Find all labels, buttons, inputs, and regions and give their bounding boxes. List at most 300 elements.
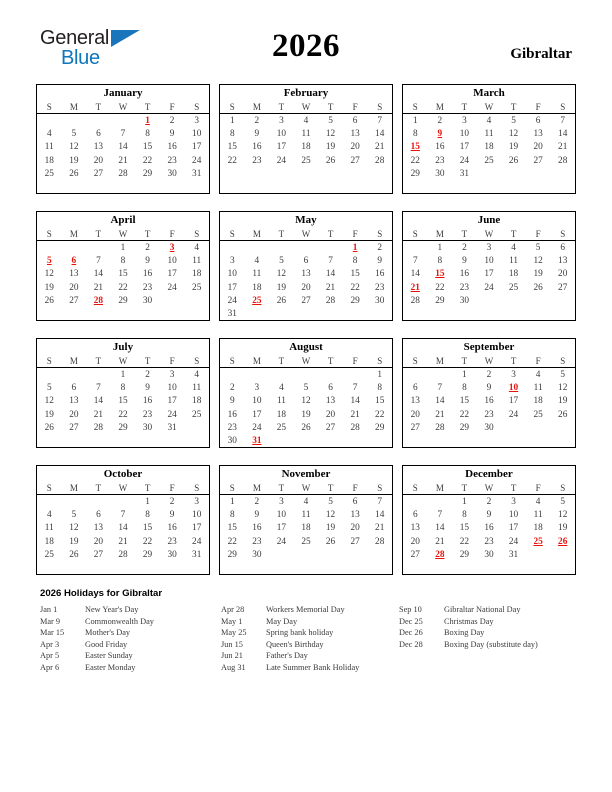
day-cell-empty xyxy=(428,369,453,382)
day-cell: 17 xyxy=(276,523,287,534)
weekday-label: M xyxy=(435,483,444,493)
day-cell: 22 xyxy=(227,155,237,166)
day-cell-holiday: 25 xyxy=(533,536,543,547)
day-cell-holiday: 26 xyxy=(558,536,568,547)
day-cell: 9 xyxy=(254,129,260,140)
day-cell: 12 xyxy=(69,523,79,534)
day-cell: 9 xyxy=(229,396,235,407)
day-cell: 23 xyxy=(375,282,385,293)
day-cell: 22 xyxy=(142,155,153,166)
month-title: August xyxy=(289,341,323,353)
day-cell: 7 xyxy=(328,256,333,267)
day-cell: 13 xyxy=(93,523,104,534)
day-cell: 20 xyxy=(350,142,360,153)
day-cell: 23 xyxy=(142,282,153,293)
day-cell: 13 xyxy=(410,523,420,534)
day-cell-empty xyxy=(111,496,136,509)
weekday-label: T xyxy=(327,229,334,239)
day-cell: 11 xyxy=(192,383,202,394)
day-cell: 25 xyxy=(301,155,311,166)
day-cell: 3 xyxy=(279,116,284,126)
day-cell: 1 xyxy=(145,497,150,507)
day-cell: 13 xyxy=(558,256,568,267)
day-cell: 20 xyxy=(558,269,568,280)
day-cell: 26 xyxy=(533,282,543,293)
day-cell: 28 xyxy=(375,155,385,166)
day-cell: 7 xyxy=(352,383,358,394)
day-cell: 23 xyxy=(484,409,494,420)
day-cell: 12 xyxy=(508,129,519,140)
day-cell: 17 xyxy=(192,523,202,534)
day-cell: 3 xyxy=(279,497,284,507)
day-cell: 10 xyxy=(167,383,177,394)
holiday-name: Commonwealth Day xyxy=(85,616,154,626)
day-cell: 22 xyxy=(375,409,385,420)
day-cell: 2 xyxy=(145,243,150,253)
day-cell: 16 xyxy=(435,142,445,153)
day-cell-holiday: 5 xyxy=(46,256,52,267)
day-cell: 23 xyxy=(459,282,470,293)
days-grid xyxy=(220,368,392,448)
weekday-label: F xyxy=(535,483,541,493)
weekday-label: T xyxy=(461,356,468,366)
day-cell: 2 xyxy=(377,243,383,253)
day-cell: 21 xyxy=(325,282,336,293)
month-title: March xyxy=(473,87,505,99)
day-cell: 30 xyxy=(227,435,237,446)
days-grid xyxy=(37,495,209,562)
day-cell: 11 xyxy=(252,269,262,280)
day-cell: 29 xyxy=(118,295,128,306)
day-cell: 23 xyxy=(167,536,177,547)
day-cell: 27 xyxy=(69,422,79,433)
day-cell: 4 xyxy=(511,243,516,253)
day-cell: 4 xyxy=(46,510,52,521)
weekday-label: S xyxy=(194,102,200,112)
day-cell: 10 xyxy=(276,129,287,140)
day-cell: 2 xyxy=(254,497,260,507)
day-cell: 30 xyxy=(167,549,177,560)
day-cell: 6 xyxy=(328,383,333,394)
day-cell: 5 xyxy=(535,243,541,253)
day-cell: 19 xyxy=(325,142,336,153)
days-grid xyxy=(403,241,575,308)
day-cell: 2 xyxy=(254,116,260,126)
month-title: July xyxy=(112,341,134,353)
day-cell: 12 xyxy=(558,510,568,521)
holiday-name: Boxing Day xyxy=(444,628,485,638)
weekday-label: T xyxy=(278,483,285,493)
day-cell: 13 xyxy=(350,129,360,140)
days-grid xyxy=(220,495,392,562)
day-cell: 13 xyxy=(301,269,311,280)
day-cell-holiday: 9 xyxy=(437,129,443,140)
weekday-label: M xyxy=(252,229,261,239)
day-cell: 30 xyxy=(142,422,153,433)
holiday-list-item xyxy=(221,616,399,628)
day-cell: 25 xyxy=(533,409,543,420)
day-cell: 6 xyxy=(412,383,418,394)
day-cell: 8 xyxy=(462,383,467,394)
page-subtitle-country: Gibraltar xyxy=(510,46,572,62)
day-cell: 18 xyxy=(508,269,519,280)
day-cell-empty xyxy=(111,115,136,128)
day-cell: 18 xyxy=(252,282,262,293)
holiday-date: Dec 25 xyxy=(399,616,423,626)
holiday-date: May 25 xyxy=(221,628,247,638)
day-cell: 6 xyxy=(96,129,101,140)
day-cell: 31 xyxy=(508,549,519,560)
weekday-label: S xyxy=(560,356,566,366)
weekday-label: M xyxy=(252,356,261,366)
day-cell: 19 xyxy=(44,282,54,293)
day-cell: 19 xyxy=(533,269,543,280)
weekday-label: S xyxy=(377,356,383,366)
holiday-name: Father's Day xyxy=(266,651,308,661)
day-cell: 13 xyxy=(350,510,360,521)
day-cell: 2 xyxy=(229,383,235,394)
holiday-name: Workers Memorial Day xyxy=(266,605,345,614)
day-cell: 2 xyxy=(462,243,467,253)
day-cell: 20 xyxy=(69,282,79,293)
day-cell: 27 xyxy=(350,155,360,166)
day-cell-holiday: 28 xyxy=(93,295,104,306)
weekday-label: S xyxy=(194,483,200,493)
day-cell: 10 xyxy=(227,269,237,280)
day-cell: 8 xyxy=(229,129,235,140)
weekday-label: F xyxy=(535,229,541,239)
day-cell: 21 xyxy=(435,409,445,420)
day-cell-empty xyxy=(62,369,87,382)
day-cell: 25 xyxy=(276,422,287,433)
day-cell: 11 xyxy=(192,256,202,267)
day-cell: 4 xyxy=(303,497,309,507)
day-cell: 17 xyxy=(167,269,177,280)
weekday-label: F xyxy=(169,356,175,366)
day-cell: 24 xyxy=(252,422,262,433)
day-cell: 17 xyxy=(192,142,202,153)
day-cell: 25 xyxy=(508,282,519,293)
weekday-label: T xyxy=(461,229,468,239)
holiday-list-item xyxy=(399,627,580,639)
day-cell: 5 xyxy=(328,497,333,507)
day-cell: 1 xyxy=(120,243,126,253)
weekday-header-row xyxy=(403,355,575,368)
day-cell: 22 xyxy=(118,282,128,293)
day-cell: 9 xyxy=(377,256,383,267)
day-cell: 19 xyxy=(69,155,79,166)
weekday-header-row xyxy=(37,482,209,495)
holiday-list-item xyxy=(399,639,580,651)
weekday-label: S xyxy=(412,229,418,239)
day-cell: 31 xyxy=(192,549,202,560)
day-cell: 1 xyxy=(120,370,126,380)
day-cell: 18 xyxy=(276,409,287,420)
day-cell: 9 xyxy=(254,510,260,521)
day-cell: 23 xyxy=(484,536,494,547)
day-cell: 18 xyxy=(484,142,494,153)
day-cell-empty xyxy=(37,369,62,382)
holiday-date: Dec 28 xyxy=(399,639,423,649)
day-cell: 23 xyxy=(167,155,177,166)
day-cell: 19 xyxy=(276,282,287,293)
day-cell: 11 xyxy=(301,129,311,140)
weekday-label: T xyxy=(327,356,334,366)
day-cell: 3 xyxy=(229,256,235,267)
day-cell-empty xyxy=(86,369,111,382)
day-cell-empty xyxy=(403,369,428,382)
holiday-name: Queen's Birthday xyxy=(266,639,324,649)
day-cell: 28 xyxy=(375,536,385,547)
holiday-name: Good Friday xyxy=(85,639,128,649)
day-cell: 10 xyxy=(192,129,202,140)
day-cell: 13 xyxy=(533,129,543,140)
day-cell: 4 xyxy=(254,256,260,267)
day-cell-holiday: 1 xyxy=(145,116,150,126)
weekday-label: S xyxy=(377,102,383,112)
day-cell: 24 xyxy=(484,282,494,293)
holiday-date: Aug 31 xyxy=(221,662,246,672)
day-cell: 5 xyxy=(46,383,52,394)
day-cell: 2 xyxy=(145,370,150,380)
day-cell: 11 xyxy=(44,142,54,153)
day-cell: 16 xyxy=(142,396,153,407)
day-cell: 26 xyxy=(325,536,336,547)
day-cell: 22 xyxy=(410,155,420,166)
day-cell: 27 xyxy=(301,295,311,306)
month-title: February xyxy=(283,87,329,99)
weekday-label: F xyxy=(169,483,175,493)
weekday-label: T xyxy=(461,483,468,493)
weekday-header-row xyxy=(220,355,392,368)
day-cell: 29 xyxy=(410,168,420,179)
weekday-label: F xyxy=(352,483,358,493)
month-title: September xyxy=(463,341,515,353)
day-cell-empty xyxy=(86,115,111,128)
day-cell: 21 xyxy=(435,536,445,547)
day-cell: 4 xyxy=(535,370,541,380)
weekday-label: S xyxy=(229,483,235,493)
day-cell-holiday: 25 xyxy=(252,295,262,306)
day-cell: 31 xyxy=(192,168,202,179)
day-cell: 14 xyxy=(93,396,104,407)
day-cell-empty xyxy=(62,242,87,255)
day-cell: 22 xyxy=(142,536,153,547)
month-block-may xyxy=(219,211,393,321)
weekday-label: M xyxy=(435,356,444,366)
day-cell: 25 xyxy=(484,155,494,166)
weekday-label: S xyxy=(46,102,52,112)
day-cell: 5 xyxy=(328,116,333,126)
day-cell: 29 xyxy=(142,168,153,179)
day-cell-empty xyxy=(403,242,428,255)
holiday-date: Sep 10 xyxy=(399,605,422,614)
day-cell: 12 xyxy=(325,510,336,521)
weekday-label: T xyxy=(144,229,151,239)
day-cell: 7 xyxy=(377,116,383,126)
day-cell: 16 xyxy=(459,269,470,280)
day-cell: 8 xyxy=(145,129,150,140)
holiday-list-item xyxy=(40,650,221,662)
weekday-label: M xyxy=(435,229,444,239)
day-cell: 16 xyxy=(375,269,385,280)
month-block-march xyxy=(402,84,576,194)
page-title-year: 2026 xyxy=(272,28,340,64)
weekday-label: M xyxy=(69,483,78,493)
day-cell: 24 xyxy=(167,409,177,420)
day-cell: 17 xyxy=(508,396,519,407)
day-cell: 22 xyxy=(435,282,445,293)
day-cell: 29 xyxy=(435,295,445,306)
holiday-name: Gibraltar National Day xyxy=(444,605,521,614)
day-cell: 2 xyxy=(437,116,443,126)
weekday-header-row xyxy=(403,101,575,114)
day-cell: 27 xyxy=(533,155,543,166)
day-cell: 28 xyxy=(118,168,128,179)
day-cell: 9 xyxy=(169,510,175,521)
day-cell: 8 xyxy=(145,510,150,521)
day-cell: 27 xyxy=(410,422,420,433)
day-cell: 28 xyxy=(558,155,568,166)
day-cell: 16 xyxy=(227,409,237,420)
day-cell: 15 xyxy=(375,396,385,407)
weekday-header-row xyxy=(37,355,209,368)
holidays-title: 2026 Holidays for Gibraltar xyxy=(40,588,163,599)
weekday-label: T xyxy=(278,102,285,112)
weekday-label: S xyxy=(46,356,52,366)
day-cell: 22 xyxy=(459,536,470,547)
day-cell: 26 xyxy=(44,422,54,433)
holiday-date: Jun 15 xyxy=(221,639,243,649)
weekday-label: S xyxy=(229,102,235,112)
day-cell: 30 xyxy=(435,168,445,179)
days-grid xyxy=(220,241,392,321)
day-cell: 25 xyxy=(192,282,202,293)
day-cell: 31 xyxy=(459,168,470,179)
day-cell: 31 xyxy=(227,308,237,319)
day-cell: 16 xyxy=(252,523,262,534)
weekday-label: F xyxy=(169,102,175,112)
day-cell: 25 xyxy=(44,168,54,179)
weekday-label: T xyxy=(510,356,517,366)
day-cell: 11 xyxy=(533,510,543,521)
weekday-label: S xyxy=(412,102,418,112)
weekday-label: M xyxy=(435,102,444,112)
day-cell: 18 xyxy=(192,269,202,280)
day-cell: 10 xyxy=(167,256,177,267)
day-cell: 20 xyxy=(325,409,336,420)
holiday-list-item xyxy=(399,616,580,628)
days-grid xyxy=(220,114,392,168)
day-cell: 18 xyxy=(533,396,543,407)
weekday-label: T xyxy=(461,102,468,112)
weekday-label: M xyxy=(69,356,78,366)
weekday-label: W xyxy=(118,356,128,366)
day-cell: 16 xyxy=(142,269,153,280)
day-cell: 1 xyxy=(229,116,235,126)
day-cell: 16 xyxy=(484,523,494,534)
day-cell: 30 xyxy=(167,168,177,179)
weekday-label: W xyxy=(484,102,494,112)
weekday-label: T xyxy=(95,356,102,366)
month-title: May xyxy=(295,214,317,226)
day-cell: 5 xyxy=(560,370,566,380)
day-cell: 4 xyxy=(46,129,52,140)
day-cell: 4 xyxy=(303,116,309,126)
day-cell: 18 xyxy=(44,155,54,166)
day-cell: 22 xyxy=(459,409,470,420)
weekday-label: F xyxy=(169,229,175,239)
day-cell: 9 xyxy=(145,256,150,267)
day-cell-empty xyxy=(37,242,62,255)
weekday-label: W xyxy=(484,229,494,239)
weekday-label: F xyxy=(535,356,541,366)
days-grid xyxy=(37,241,209,308)
month-title: November xyxy=(281,468,331,480)
day-cell: 3 xyxy=(169,370,175,380)
holiday-date: Jun 21 xyxy=(221,651,243,661)
weekday-label: W xyxy=(118,102,128,112)
day-cell: 9 xyxy=(462,256,467,267)
holiday-list-item xyxy=(221,650,399,662)
holiday-date: Apr 28 xyxy=(221,605,245,614)
day-cell-holiday: 21 xyxy=(410,282,420,293)
day-cell: 15 xyxy=(459,523,470,534)
day-cell: 2 xyxy=(486,370,492,380)
logo-text-general: General xyxy=(40,27,110,49)
day-cell: 27 xyxy=(93,168,104,179)
day-cell-empty xyxy=(294,242,319,255)
day-cell: 29 xyxy=(350,295,360,306)
day-cell: 7 xyxy=(120,510,126,521)
day-cell: 20 xyxy=(69,409,79,420)
day-cell: 23 xyxy=(252,536,262,547)
holiday-date: Mar 15 xyxy=(40,628,65,638)
day-cell: 10 xyxy=(484,256,494,267)
weekday-label: S xyxy=(560,483,566,493)
weekday-label: T xyxy=(144,102,151,112)
holiday-list-item xyxy=(399,604,580,616)
day-cell: 8 xyxy=(437,256,443,267)
weekday-label: W xyxy=(118,483,128,493)
day-cell: 9 xyxy=(486,510,492,521)
day-cell: 21 xyxy=(375,142,385,153)
day-cell: 21 xyxy=(350,409,360,420)
day-cell: 15 xyxy=(142,523,153,534)
day-cell: 30 xyxy=(142,295,153,306)
day-cell: 16 xyxy=(167,142,177,153)
day-cell: 5 xyxy=(71,129,77,140)
holiday-list-item xyxy=(40,627,221,639)
day-cell: 14 xyxy=(375,129,385,140)
day-cell: 8 xyxy=(412,129,418,140)
month-block-january xyxy=(36,84,210,194)
day-cell: 26 xyxy=(325,155,336,166)
day-cell: 1 xyxy=(412,116,418,126)
weekday-label: S xyxy=(560,229,566,239)
weekday-label: T xyxy=(510,102,517,112)
day-cell: 6 xyxy=(71,383,77,394)
day-cell: 15 xyxy=(142,142,153,153)
day-cell-holiday: 6 xyxy=(71,256,77,267)
day-cell-empty xyxy=(318,369,343,382)
day-cell: 14 xyxy=(375,510,385,521)
weekday-label: T xyxy=(278,229,285,239)
day-cell: 27 xyxy=(325,422,336,433)
month-block-october xyxy=(36,465,210,575)
day-cell: 24 xyxy=(227,295,237,306)
day-cell: 27 xyxy=(350,536,360,547)
